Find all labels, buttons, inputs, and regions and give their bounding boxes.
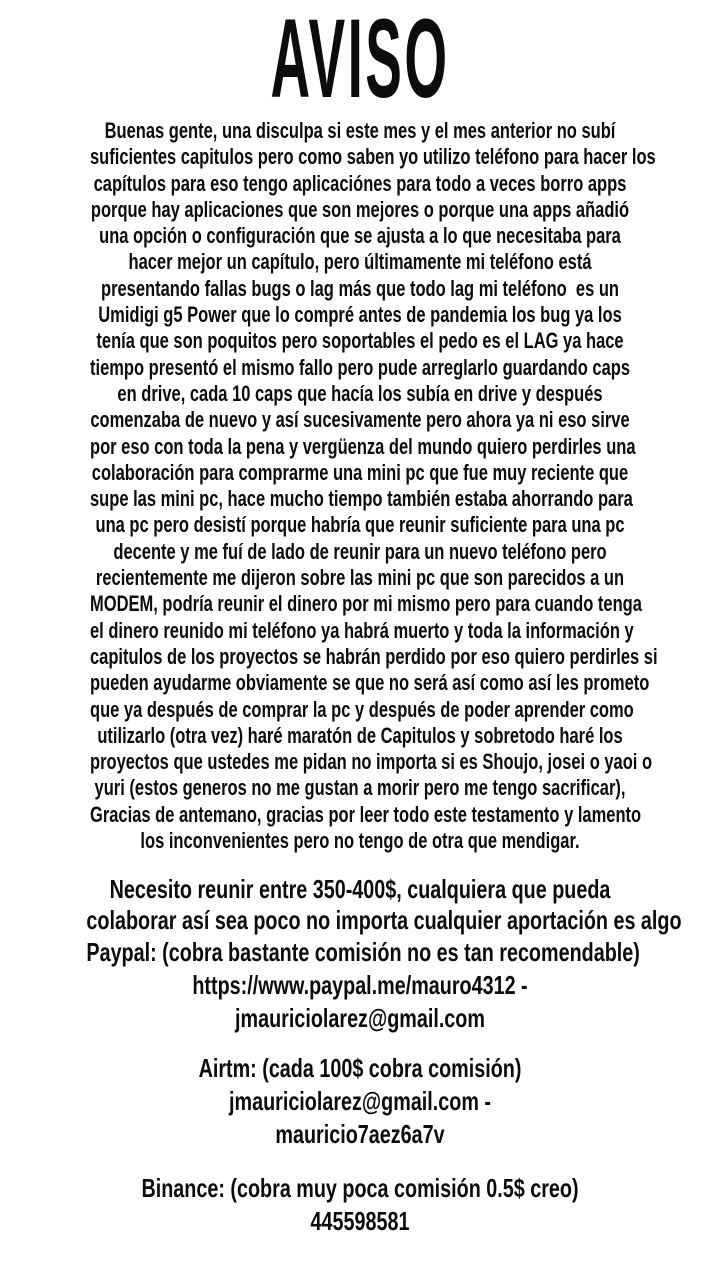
text-line: jmauriciolarez@gmail.com - [229, 1086, 491, 1117]
text-line: Umidigi g5 Power que lo compré antes de pandemia los bug ya los [98, 302, 622, 328]
text-line: Necesito reunir entre 350-400$, cualquiera que pueda [109, 874, 611, 905]
text-line: https://www.paypal.me/mauro4312 - [192, 970, 528, 1001]
text-line: yuri (estos generos no me gustan a morir pero me tengo sacrificar), [94, 775, 626, 801]
text-line: en drive, cada 10 caps que hacía los subía en drive y después [117, 380, 603, 406]
text-line: recientemente me dijeron sobre las mini pc que son parecidos a un [95, 565, 625, 591]
text-line: hacer mejor un capítulo, pero últimamente mi teléfono está [128, 249, 592, 275]
text-line: 445598581 [310, 1206, 410, 1237]
text-line: porque hay aplicaciones que son mejores o porque una apps añadió [90, 196, 630, 222]
text-line: capítulos para eso tengo aplicaciónes para todo a veces borro apps [93, 170, 627, 196]
donation-goal [86, 874, 682, 936]
text-line: tiempo presentó el mismo fallo pero pude arreglarlo guardando caps [90, 354, 631, 380]
text-line: Buenas gente, una disculpa si este mes y el mes anterior no subí [104, 118, 616, 143]
text-line: MODEM, podría reunir el dinero por mi mismo pero para cuando tenga [90, 591, 642, 617]
text-line: suficientes capitulos pero como saben yo utilizo teléfono para hacer los [90, 144, 656, 170]
text-line: una opción o configuración que se ajusta a lo que necesitaba para [99, 223, 621, 249]
notice-title: AVISO [270, 0, 450, 121]
text-line: una pc pero desistí porque habría que reunir suficiente para una pc [95, 512, 625, 538]
notice-body-paragraph [90, 118, 658, 854]
text-line: tenía que son poquitos pero soportables el pedo es el LAG ya hace [96, 328, 624, 354]
text-line: comenzaba de nuevo y así sucesivamente pero ahora ya ni eso sirve [90, 407, 630, 433]
text-line: colaboración para comprarme una mini pc que fue muy reciente que [91, 459, 629, 485]
text-line: utilizarlo (otra vez) haré maratón de Capitulos y sobretodo haré los [97, 722, 623, 748]
text-line: capitulos de los proyectos se habrán perdido por eso quiero perdirles si [90, 643, 658, 669]
text-line: por eso con toda la pena y vergüenza del mundo quiero perdirles una [90, 433, 636, 459]
text-line: el dinero reunido mi teléfono ya habrá muerto y toda la información y [90, 617, 634, 643]
payment-airtm [86, 1052, 633, 1151]
text-line: Binance: (cobra muy poca comisión 0.5$ creo) [141, 1173, 579, 1204]
text-line: Paypal: (cobra bastante comisión no es tan recomendable) [86, 937, 640, 968]
text-line: Airtm: (cada 100$ cobra comisión) [198, 1053, 522, 1084]
payment-binance [86, 1172, 633, 1238]
text-line: supe las mini pc, hace mucho tiempo también estaba ahorrando para [90, 486, 633, 512]
payment-paypal [86, 936, 640, 1035]
text-line: colaborar así sea poco no importa cualquier aportación es algo [86, 905, 682, 936]
text-line: los inconvenientes pero no tengo de otra que mendigar. [140, 828, 580, 854]
text-line: proyectos que ustedes me pidan no importa si es Shoujo, josei o yaoi o [90, 749, 653, 775]
text-line: presentando fallas bugs o lag más que todo lag mi teléfono es un [100, 275, 619, 301]
text-line: jmauriciolarez@gmail.com [235, 1003, 485, 1034]
text-line: decente y me fuí de lado de reunir para un nuevo teléfono pero [113, 538, 607, 564]
text-line: Gracias de antemano, gracias por leer todo este testamento y lamento [90, 801, 642, 827]
text-line: que ya después de comprar la pc y después de poder aprender como [90, 696, 634, 722]
text-line: pueden ayudarme obviamente se que no será así como así les prometo [90, 670, 650, 696]
text-line: mauricio7aez6a7v [275, 1119, 445, 1150]
